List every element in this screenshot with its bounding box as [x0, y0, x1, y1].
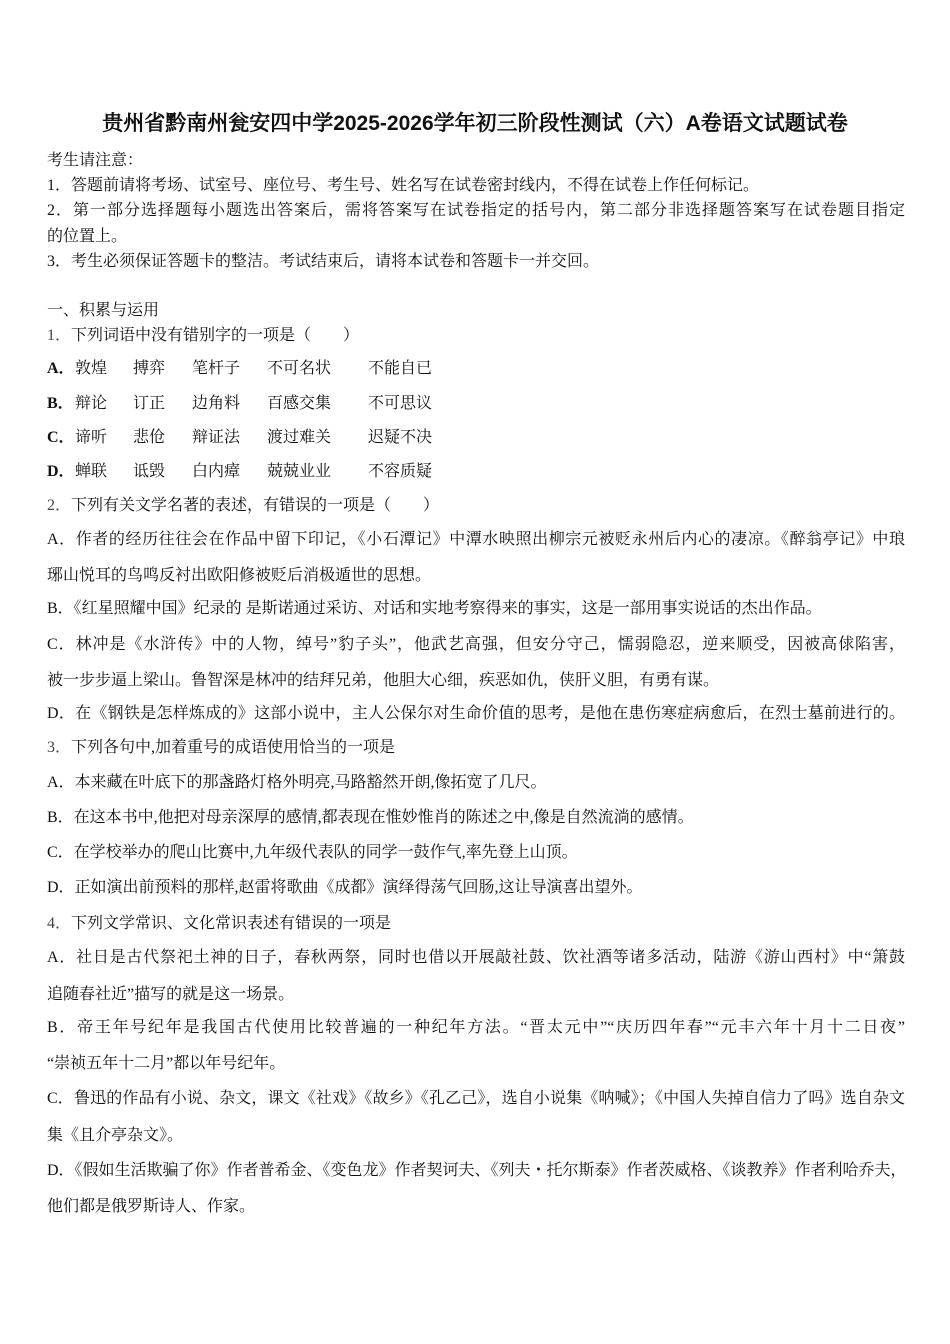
option-label: B．	[47, 395, 74, 412]
q4-option-line: D．《假如生活欺骗了你》作者普希金、《变色龙》作者契诃夫、《列夫・托尔斯泰》作者茨威格、《谈教养》作者利哈乔夫，	[47, 1162, 907, 1179]
question-number: 1．	[47, 327, 72, 344]
question-text: 下列文学常识、文化常识表述有错误的一项是	[71, 915, 392, 932]
question-number: 2．	[47, 497, 72, 514]
option-word: 不可思议	[368, 395, 433, 412]
q2-option-line: B．《红星照耀中国》纪录的 是斯诺通过采访、对话和实地考察得来的事实，这是一部用事实说话的杰出作品。	[47, 600, 822, 617]
q4-option-line: B．帝王年号纪年是我国古代使用比较普遍的一种纪年方法。“晋太元中”“庆历四年春”“元丰六年十月十二日夜”	[47, 1019, 905, 1036]
option-word: 敦煌	[75, 360, 108, 377]
question-text: 下列有关文学名著的表述，有错误的一项是（ ）	[71, 497, 440, 514]
q4-option-line: C．鲁迅的作品有小说、杂文，课文《社戏》《故乡》《孔乙己》，选自小说集《呐喊》；《中国人失掉自信力了吗》选自杂文	[47, 1090, 905, 1107]
option-word: 谛听	[75, 429, 108, 446]
option-label: A．	[47, 360, 75, 377]
option-word: 不容质疑	[368, 463, 433, 480]
notice-item: 1．答题前请将考场、试室号、座位号、考生号、姓名写在试卷密封线内，不得在试卷上作任何标记。	[47, 177, 760, 194]
q2-option-line: 琊山悦耳的鸟鸣反衬出欧阳修被贬后消极遁世的思想。	[47, 567, 432, 584]
option-word: 辩论	[75, 395, 108, 412]
q4-option-line: 追随春社近”描写的就是这一场景。	[47, 986, 295, 1003]
option-word: 不可名状	[267, 360, 332, 377]
option-word: 搏弈	[133, 360, 166, 377]
option-label: D．	[47, 463, 75, 480]
page-title: 贵州省黔南州瓮安四中学2025-2026学年初三阶段性测试（六）A卷语文试题试卷	[102, 112, 848, 135]
q3-option-line: D．正如演出前预料的那样,赵雷将歌曲《成都》演绎得荡气回肠,这让导演喜出望外。	[47, 879, 643, 896]
question-number: 4．	[47, 915, 72, 932]
notice-item: 3．考生必须保证答题卡的整洁。考试结束后，请将本试卷和答题卡一并交回。	[47, 253, 600, 270]
q4-option-line: 他们都是俄罗斯诗人、作家。	[47, 1198, 256, 1215]
q4-option-line: 集《且介亭杂文》。	[47, 1127, 184, 1144]
q2-option-line: C．林冲是《水浒传》中的人物，绰号”豹子头”，他武艺高强，但安分守己，懦弱隐忍，逆来顺受，因被高俅陷害，	[47, 636, 905, 653]
option-word: 蝉联	[75, 463, 108, 480]
question-number: 3．	[47, 739, 72, 756]
option-word: 诋毁	[133, 463, 166, 480]
option-word: 渡过难关	[267, 429, 332, 446]
q2-option-line: D．在《钢铁是怎样炼成的》这部小说中，主人公保尔对生命价值的思考，是他在患伤寒症病愈后，在烈士墓前进行的。	[47, 705, 905, 722]
question-2-stem	[47, 496, 439, 516]
option-word: 兢兢业业	[267, 463, 332, 480]
option-word: 白内瘴	[192, 463, 241, 480]
notice-item: 2．第一部分选择题每小题选出答案后，需将答案写在试卷指定的括号内，第二部分非选择题答案写在试卷题目指定	[47, 202, 905, 219]
q2-option-line: 被一步步逼上梁山。鲁智深是林冲的结拜兄弟，他胆大心细，疾恶如仇，侠肝义胆，有勇有谋。	[47, 672, 720, 689]
option-word: 边角料	[192, 395, 241, 412]
q3-option-line: B．在这本书中,他把对母亲深厚的感情,都表现在惟妙惟肖的陈述之中,像是自然流淌的感情。	[47, 809, 694, 826]
section-heading: 一、积累与运用	[47, 302, 160, 319]
option-label: C．	[47, 429, 75, 446]
q3-option-line: C．在学校举办的爬山比赛中,九年级代表队的同学一鼓作气,率先登上山顶。	[47, 844, 578, 861]
question-4-stem	[47, 914, 391, 934]
q4-option-line: “崇祯五年十二月”都以年号纪年。	[47, 1055, 286, 1072]
q2-option-line: A．作者的经历往往会在作品中留下印记，《小石潭记》中潭水映照出柳宗元被贬永州后内心的凄凉。《醉翁亭记》中琅	[47, 531, 905, 548]
q3-option-line: A．本来藏在叶底下的那盏路灯格外明亮,马路豁然开朗,像拓宽了几尺。	[47, 774, 547, 791]
question-1-stem	[47, 326, 359, 346]
option-word: 订正	[133, 395, 166, 412]
option-word: 辩证法	[192, 429, 241, 446]
notice-item: 的位置上。	[47, 228, 128, 245]
option-word: 不能自已	[368, 360, 433, 377]
option-word: 悲伧	[133, 429, 166, 446]
notice-heading: 考生请注意：	[47, 152, 144, 169]
q4-option-line: A．社日是古代祭祀土神的日子，春秋两祭，同时也借以开展敲社鼓、饮社酒等诸多活动，陆游《游山西村》中“箫鼓	[47, 949, 905, 966]
question-text: 下列各句中,加着重号的成语使用恰当的一项是	[71, 739, 396, 756]
question-3-stem	[47, 738, 395, 758]
option-word: 迟疑不决	[368, 429, 433, 446]
option-word: 百感交集	[267, 395, 332, 412]
option-word: 笔杆子	[192, 360, 241, 377]
question-text: 下列词语中没有错别字的一项是（ ）	[71, 327, 360, 344]
